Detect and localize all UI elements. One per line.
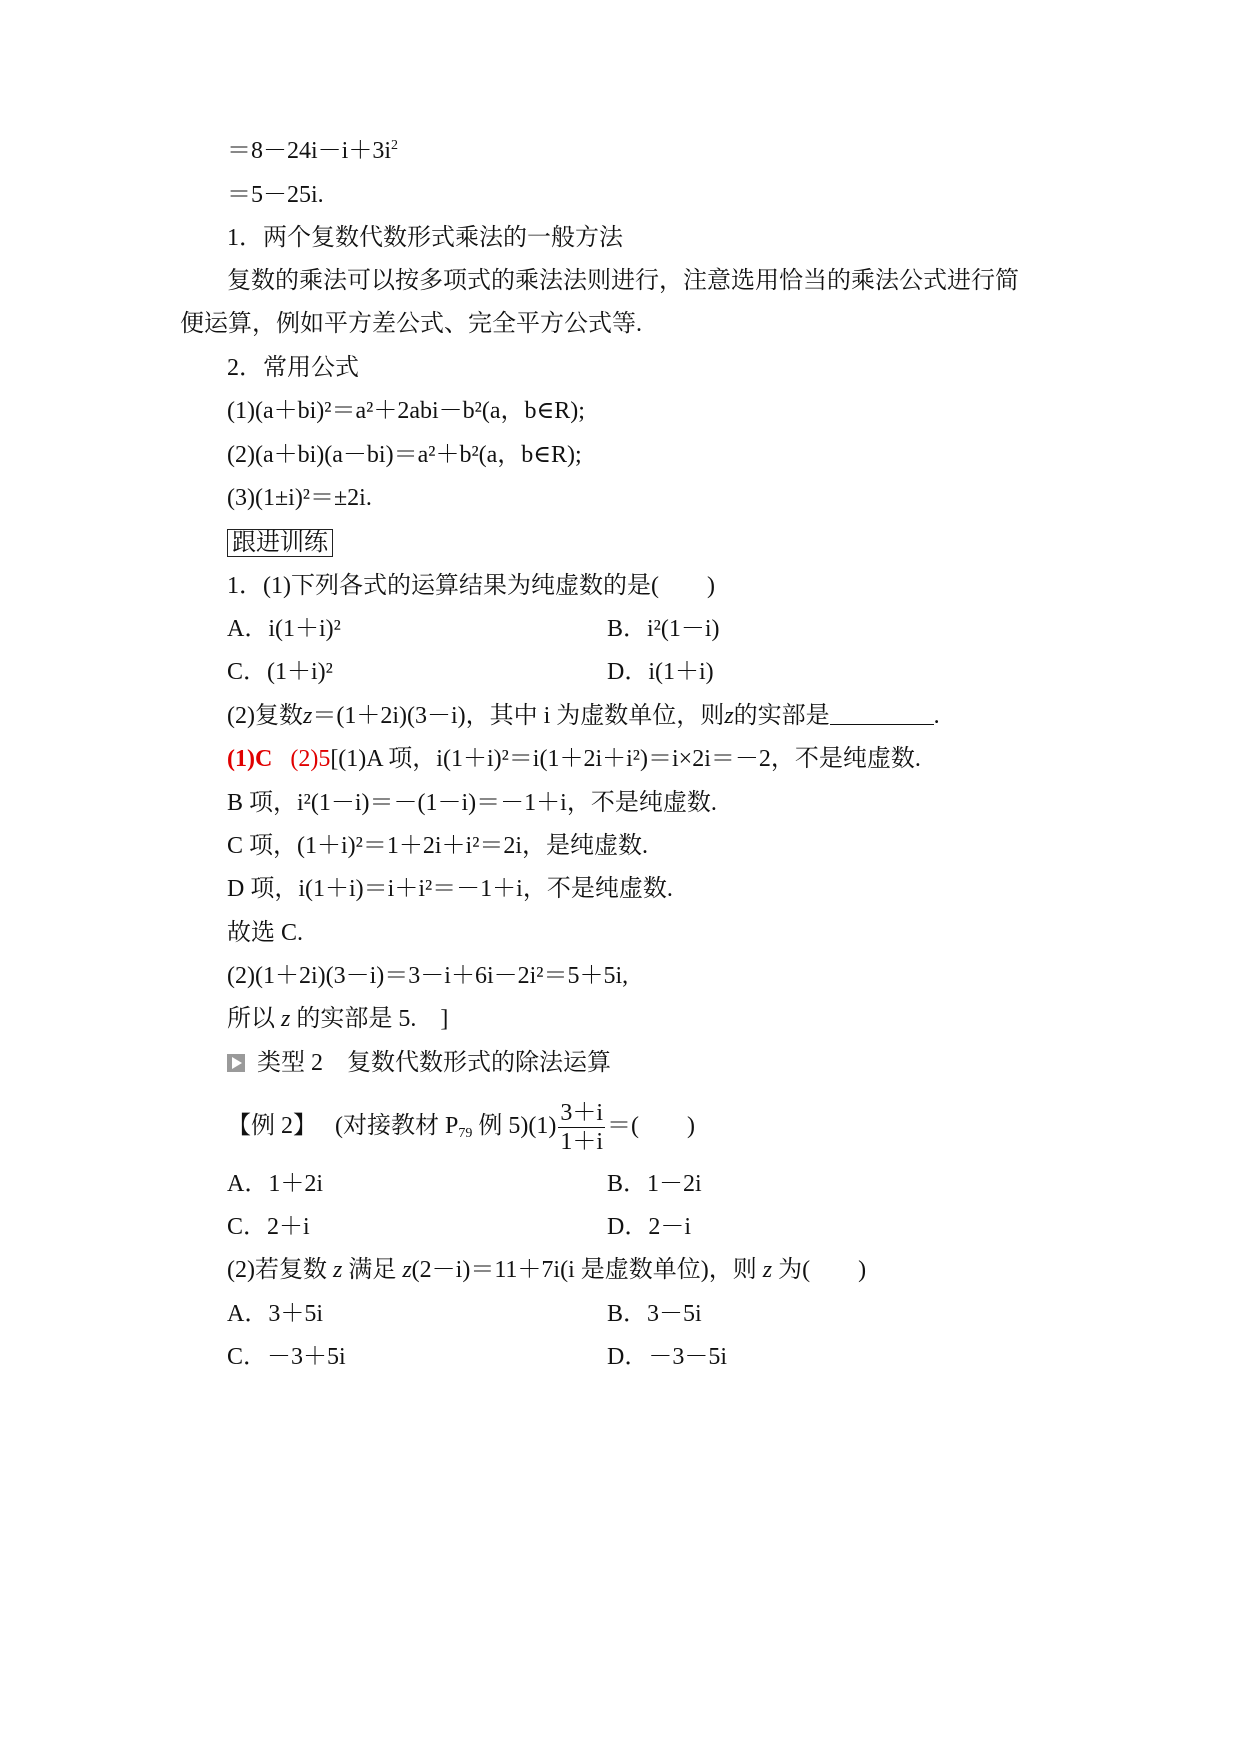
method1-body-line1: 复数的乘法可以按多项式的乘法法则进行，注意选用恰当的乘法公式进行简 bbox=[227, 268, 1019, 294]
example2-q2-stem: (2)若复数 z 满足 z(2－i)＝11＋7i(i 是虚数单位)，则 z 为( ) bbox=[227, 1257, 867, 1283]
answer-blank bbox=[830, 702, 934, 725]
formula-2: (2)(a＋bi)(a－bi)＝a²＋b²(a，b∈R); bbox=[227, 442, 582, 468]
example2-stem: 【例 2】 (对接教材 $P_{79}$ 例 5)(1) $\frac{3+i}{1+i}$ ＝( ) bbox=[227, 1099, 695, 1155]
practice-heading: 跟进训练 bbox=[227, 528, 333, 558]
example2-q1-option-b: B．1－2i bbox=[607, 1171, 702, 1197]
example2-q2-option-a: A．3＋5i bbox=[227, 1301, 323, 1327]
method1-heading: 1．两个复数代数形式乘法的一般方法 bbox=[227, 225, 623, 251]
calc-line-1: $=8-24i-i+3i^2$ bbox=[227, 138, 399, 164]
practice-q1-option-a: A．i(1＋i)² bbox=[227, 616, 341, 642]
practice-solution-line1: (1)C (2)5[(1)A 项，i(1＋i)²＝i(1＋2i＋i²)＝i×2i＝－2，不是纯虚数. bbox=[227, 746, 921, 772]
example2-q1-option-c: C．2＋i bbox=[227, 1214, 310, 1240]
formula-3: (3)(1±i)²＝±2i. bbox=[227, 485, 372, 511]
answer-label-1: (1)C bbox=[227, 746, 273, 772]
practice-solution-line3: C 项，(1＋i)²＝1＋2i＋i²＝2i，是纯虚数. bbox=[227, 833, 649, 859]
fraction: $\frac{3+i}{1+i}$ bbox=[560, 1099, 603, 1155]
example2-q2-option-c: C．－3＋5i bbox=[227, 1344, 346, 1370]
type2-heading: 类型 2 复数代数形式的除法运算 bbox=[227, 1048, 611, 1078]
example2-q1-option-a: A．1＋2i bbox=[227, 1171, 323, 1197]
practice-q1-option-d: D．i(1＋i) bbox=[607, 659, 714, 685]
practice-solution-line5: 故选 C. bbox=[227, 920, 304, 946]
answer-label-2: (2)5 bbox=[290, 746, 331, 772]
practice-q1-stem: 1．(1)下列各式的运算结果为纯虚数的是( ) bbox=[227, 573, 715, 599]
example2-q1-option-d: D．2－i bbox=[607, 1214, 691, 1240]
formula-1: (1)(a＋bi)²＝a²＋2abi－b²(a，b∈R); bbox=[227, 398, 585, 424]
practice-solution-line2: B 项，i²(1－i)＝－(1－i)＝－1＋i，不是纯虚数. bbox=[227, 790, 717, 816]
practice-q2-stem: (2)复数z＝(1＋2i)(3－i)，其中 i 为虚数单位，则z的实部是 . bbox=[227, 703, 940, 729]
method1-body-line2: 便运算，例如平方差公式、完全平方公式等. bbox=[180, 311, 642, 337]
example2-q2-option-d: D．－3－5i bbox=[607, 1344, 727, 1370]
practice-q1-option-b: B．i²(1－i) bbox=[607, 616, 720, 642]
practice-solution-line7: 所以 z 的实部是 5. ] bbox=[227, 1006, 449, 1032]
formulas-heading: 2．常用公式 bbox=[227, 355, 359, 381]
practice-solution-line6: (2)(1＋2i)(3－i)＝3－i＋6i－2i²＝5＋5i, bbox=[227, 963, 629, 989]
play-triangle-icon bbox=[227, 1054, 245, 1072]
calc-line-2: ＝5－25i. bbox=[227, 182, 324, 208]
example2-q2-option-b: B．3－5i bbox=[607, 1301, 702, 1327]
practice-q1-option-c: C．(1＋i)² bbox=[227, 659, 333, 685]
example2-label: 【例 2】 bbox=[227, 1113, 317, 1139]
practice-solution-line4: D 项，i(1＋i)＝i＋i²＝－1＋i，不是纯虚数. bbox=[227, 876, 673, 902]
